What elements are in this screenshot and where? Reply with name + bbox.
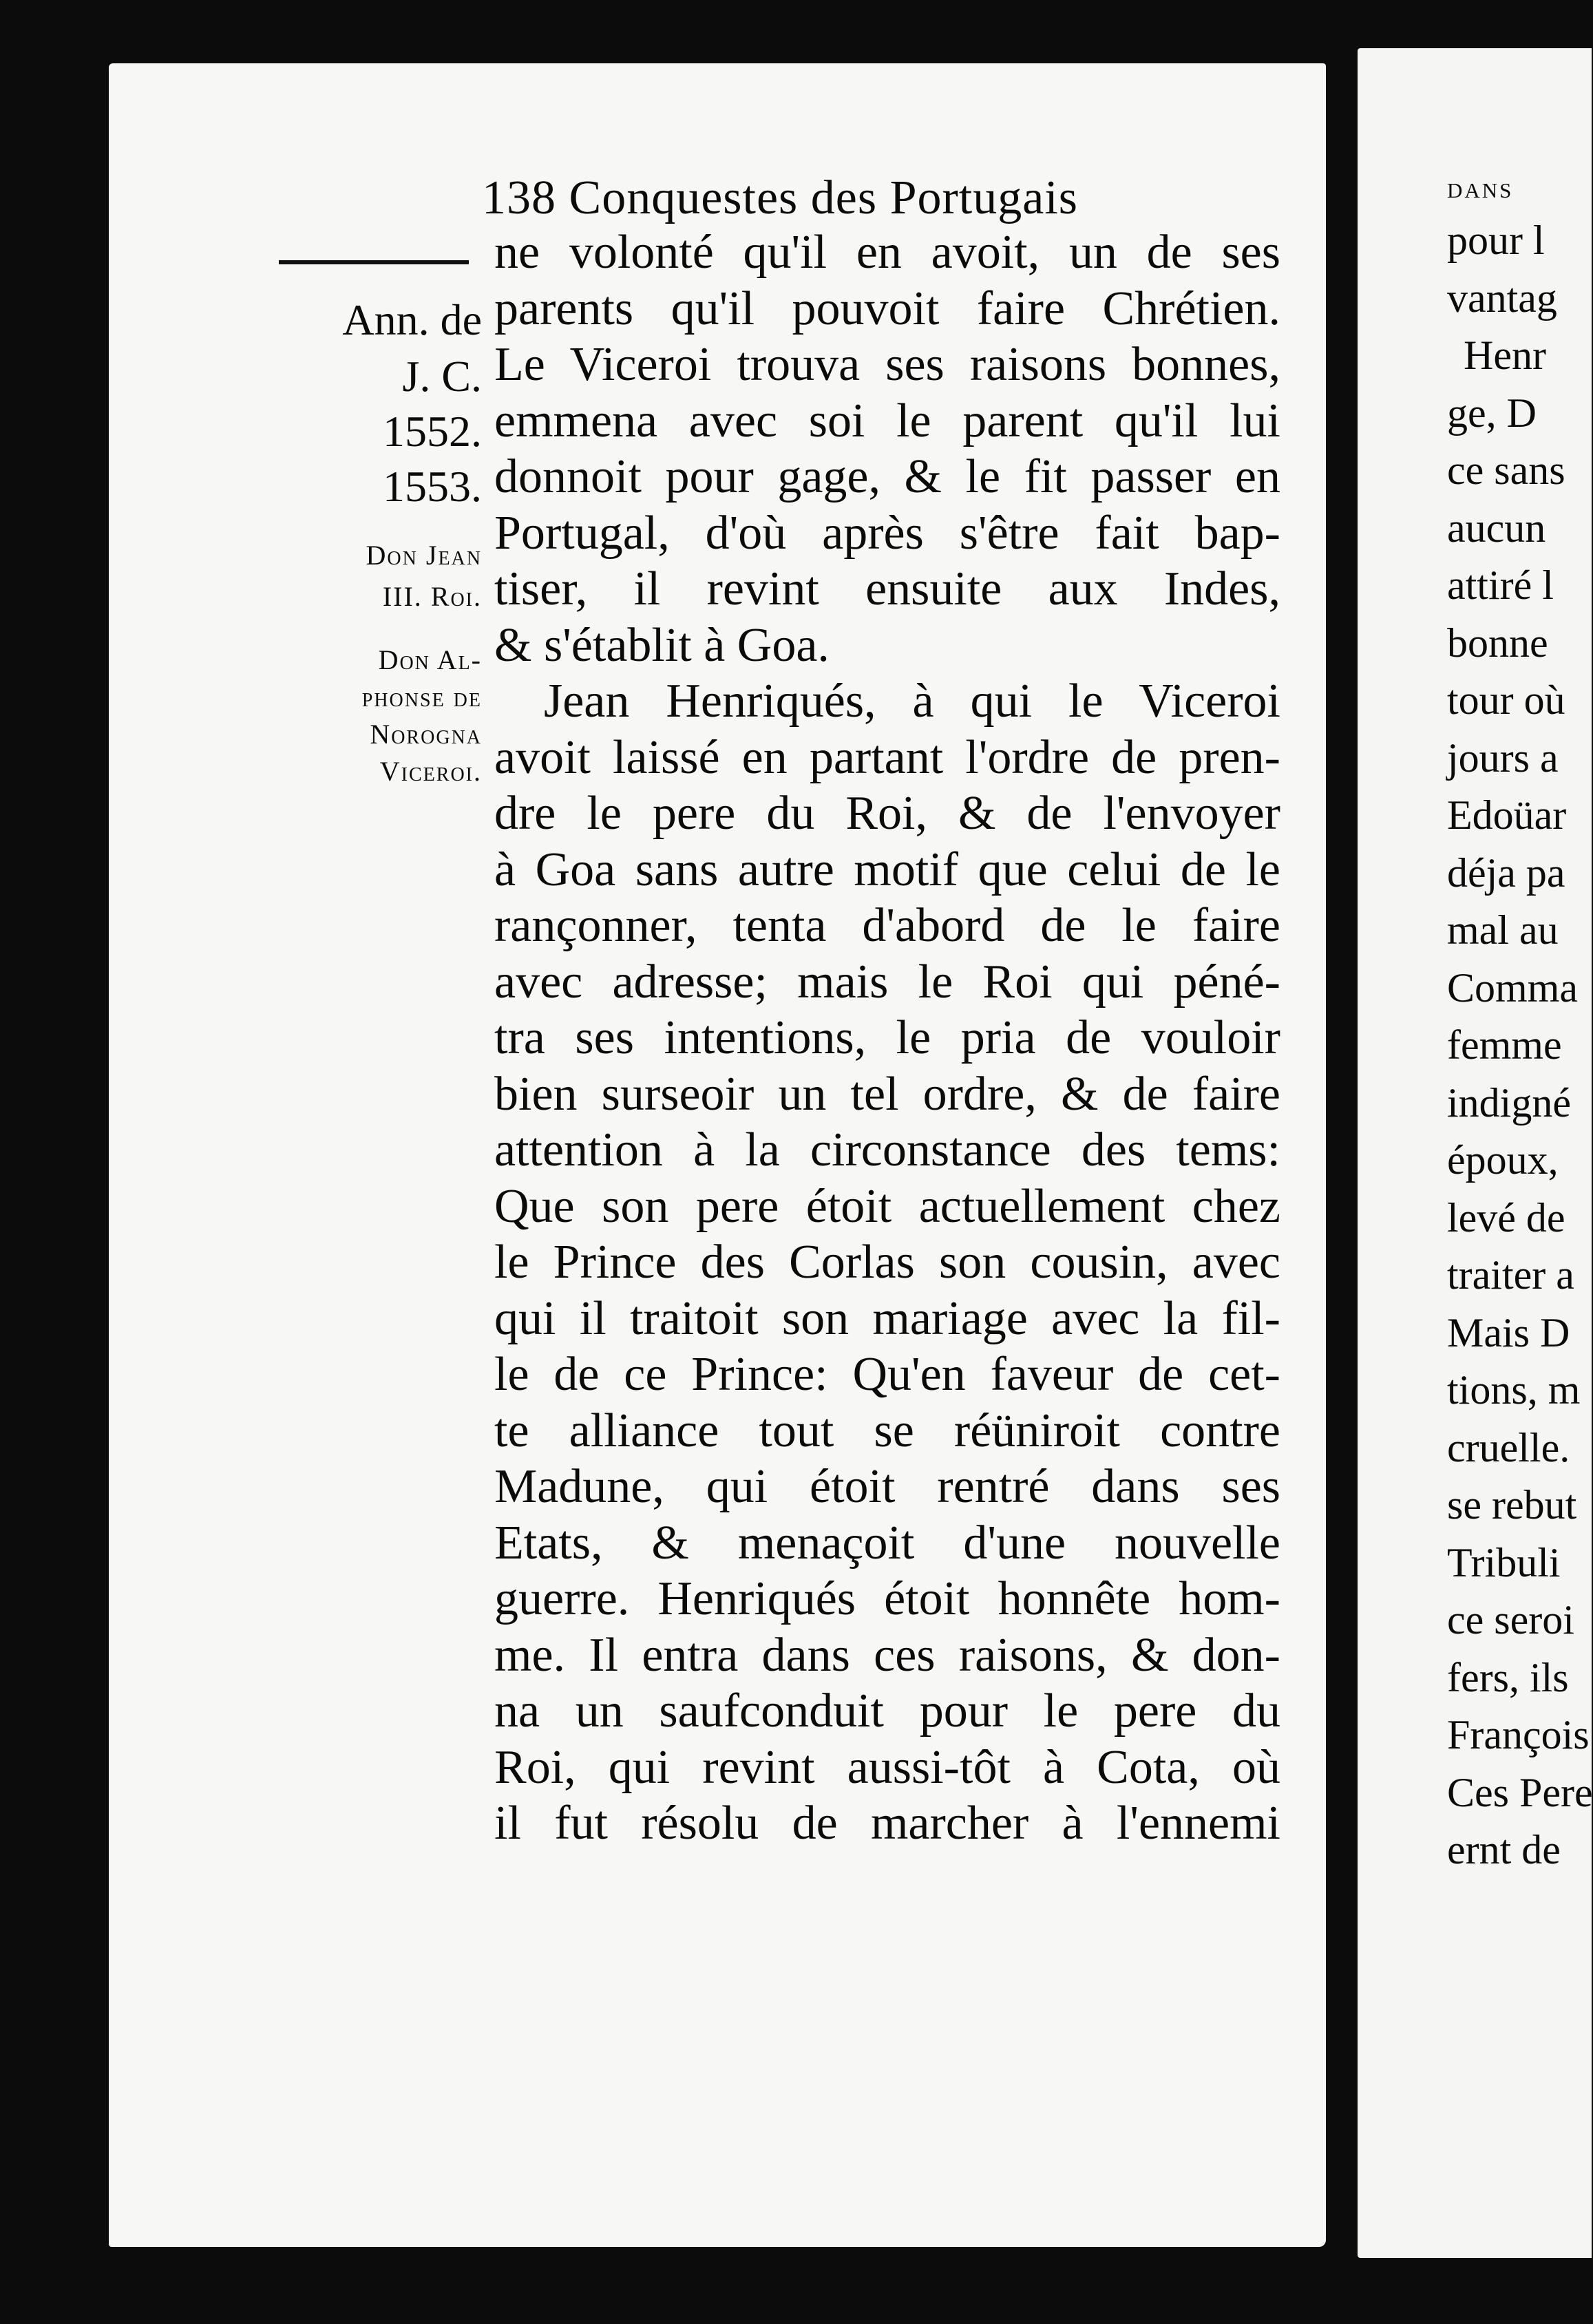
text-line: emmena avec soi le parent qu'il lui: [494, 394, 1280, 447]
right-text-line: femme: [1447, 1022, 1562, 1068]
text-line: tiser, il revint ensuite aux Indes,: [494, 562, 1280, 615]
text-line: à Goa sans autre motif que celui de le: [494, 843, 1280, 896]
text-line: le Prince des Corlas son cousin, avec: [494, 1236, 1280, 1289]
text-line: Roi, qui revint aussi-tôt à Cota, où: [494, 1740, 1280, 1794]
body-text: [494, 224, 1280, 1852]
running-header: 138 Conquestes des Portugais: [482, 171, 1079, 224]
right-text-line: fers, ils: [1447, 1654, 1569, 1700]
text-line: na un saufconduit pour le pere du: [494, 1684, 1280, 1737]
margin-note-year-1553: 1553.: [383, 462, 482, 511]
right-text-line: ce sans: [1447, 447, 1565, 493]
margin-note-viceroy-title: Viceroi.: [379, 756, 482, 787]
right-text-line: cruelle.: [1447, 1424, 1570, 1470]
text-line: qui il traitoit son mariage avec la fil-: [494, 1291, 1280, 1345]
text-line: Que son pere étoit actuellement chez: [494, 1179, 1280, 1233]
right-text-line: attiré l: [1447, 562, 1554, 608]
text-line: parents qu'il pouvoit faire Chrétien.: [494, 282, 1280, 335]
right-text-line: Mais D: [1447, 1309, 1570, 1355]
right-page-text: [1447, 164, 1593, 1879]
text-line: le de ce Prince: Qu'en faveur de cet-: [494, 1348, 1280, 1401]
right-text-line: ce seroi: [1447, 1597, 1574, 1642]
text-line: Madune, qui étoit rentré dans ses: [494, 1460, 1280, 1513]
text-line: & s'établit à Goa.: [494, 618, 830, 672]
margin-note-king-title: III. Roi.: [382, 581, 482, 612]
right-text-line: Comma: [1447, 964, 1578, 1011]
right-text-line: vantag: [1447, 275, 1557, 321]
text-line: te alliance tout se réüniroit contre: [494, 1404, 1280, 1457]
margin-rule: [279, 260, 469, 264]
right-text-line: traiter a: [1447, 1252, 1574, 1298]
text-line: dre le pere du Roi, & de l'envoyer: [494, 787, 1280, 840]
text-line: avec adresse; mais le Roi qui péné-: [494, 955, 1280, 1008]
right-text-line: jours a: [1447, 735, 1559, 781]
right-text-line: François: [1447, 1712, 1590, 1757]
margin-note-king: Don Jean: [366, 540, 482, 571]
right-text-line: tour où: [1447, 677, 1565, 723]
right-text-line: Ces Pere: [1447, 1769, 1593, 1815]
right-text-line: levé de: [1447, 1194, 1565, 1240]
right-text-line: ernt de: [1447, 1827, 1561, 1872]
margin-note-viceroy-2: phonse de: [361, 682, 482, 712]
right-text-line: mal au: [1447, 907, 1559, 953]
text-line: avoit laissé en partant l'ordre de pren-: [494, 730, 1280, 784]
text-line: Portugal, d'où après s'être fait bap-: [494, 506, 1280, 560]
text-line: il fut résolu de marcher à l'ennemi: [494, 1797, 1280, 1850]
text-line: rançonner, tenta d'abord de le faire: [494, 899, 1280, 952]
margin-note-year-1552: 1552.: [383, 407, 482, 456]
text-line: tra ses intentions, le pria de vouloir: [494, 1011, 1280, 1064]
text-line: ne volonté qu'il en avoit, un de ses: [494, 226, 1280, 279]
margin-note-year-label: Ann. de: [342, 295, 482, 344]
right-header: dans: [1447, 171, 1514, 204]
right-text-line: pour l: [1447, 218, 1545, 263]
right-text-line: se rebut: [1447, 1482, 1577, 1528]
margin-note-viceroy: Don Al-: [378, 644, 482, 675]
right-text-line: Edoüar: [1447, 792, 1567, 838]
text-line: me. Il entra dans ces raisons, & don-: [494, 1628, 1280, 1682]
text-line: guerre. Henriqués étoit honnête hom-: [494, 1572, 1280, 1625]
right-text-line: aucun: [1447, 505, 1546, 551]
right-text-line: Tribuli: [1447, 1539, 1561, 1585]
right-text-line: tions, m: [1447, 1367, 1581, 1413]
margin-note-era: J. C.: [402, 352, 482, 401]
text-line: donnoit pour gage, & le fit passer en: [494, 450, 1280, 503]
text-line: attention à la circonstance des tems:: [494, 1123, 1280, 1176]
text-line: bien surseoir un tel ordre, & de faire: [494, 1067, 1280, 1121]
right-text-line: indigné: [1447, 1079, 1571, 1126]
margin-note-viceroy-3: Norogna: [370, 719, 482, 750]
right-text-line: déja pa: [1447, 849, 1565, 896]
right-text-line: ge, D: [1447, 390, 1537, 436]
right-text-line: époux,: [1447, 1137, 1559, 1183]
text-line: Etats, & menaçoit d'une nouvelle: [494, 1516, 1280, 1570]
text-line: Jean Henriqués, à qui le Viceroi: [544, 675, 1280, 728]
right-text-line: bonne: [1447, 620, 1548, 666]
text-line: Le Viceroi trouva ses raisons bonnes,: [494, 338, 1280, 391]
right-text-line: Henr: [1464, 332, 1546, 378]
